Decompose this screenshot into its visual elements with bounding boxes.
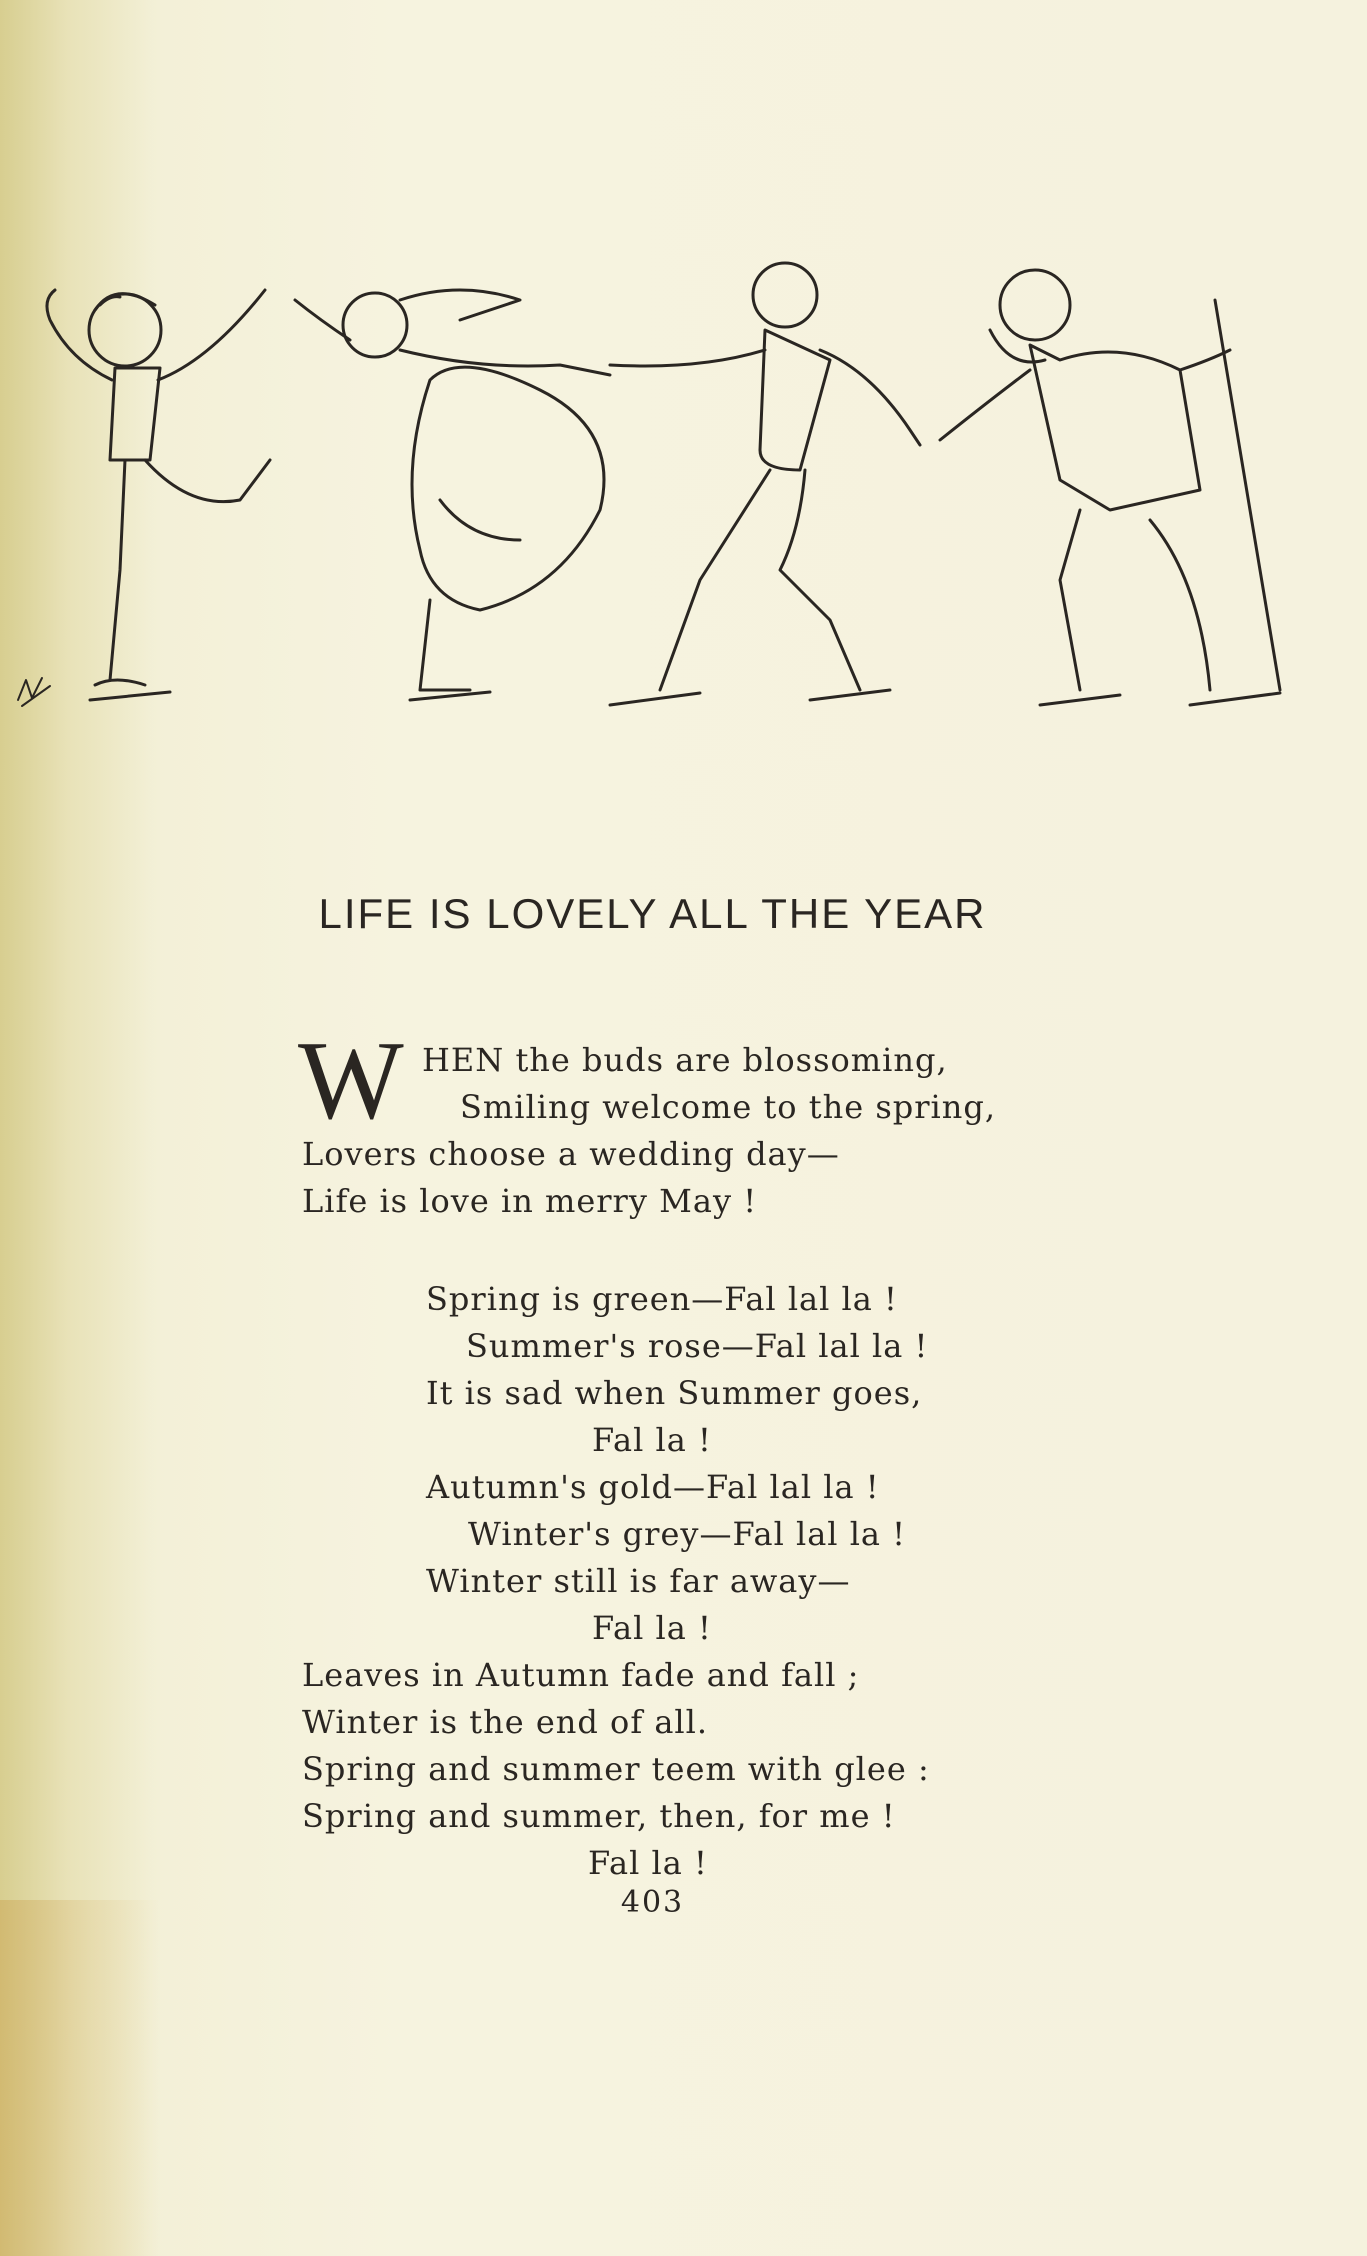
old-man-figure <box>940 270 1280 705</box>
stanza3-line4: Spring and summer, then, for me ! <box>302 1797 896 1835</box>
stanza1-line2: Smiling welcome to the spring, <box>460 1088 997 1126</box>
stanza2-line7: Winter still is far away— <box>426 1562 851 1600</box>
stanza3-line5: Fal la ! <box>588 1844 708 1882</box>
artist-monogram-icon <box>12 670 56 714</box>
stanza2-line1: Spring is green—Fal lal la ! <box>426 1280 898 1318</box>
stanza3-line1: Leaves in Autumn fade and fall ; <box>302 1656 860 1694</box>
stanza3-line2: Winter is the end of all. <box>302 1703 709 1741</box>
bald-man-figure <box>610 263 920 705</box>
stanza2-line6: Winter's grey—Fal lal la ! <box>468 1515 907 1553</box>
illustration-svg <box>0 250 1367 730</box>
stanza2-line5: Autumn's gold—Fal lal la ! <box>426 1468 880 1506</box>
stanza2-line3: It is sad when Summer goes, <box>426 1374 923 1412</box>
woman-figure <box>295 290 610 700</box>
dancing-figures-illustration <box>0 250 1367 730</box>
drop-cap-letter: W <box>298 1019 404 1143</box>
poem-title: LIFE IS LOVELY ALL THE YEAR <box>318 890 987 937</box>
stanza2-line4: Fal la ! <box>592 1421 712 1459</box>
stanza1-line1: HEN the buds are blossoming, <box>422 1041 948 1079</box>
stanza2-line2: Summer's rose—Fal lal la ! <box>466 1327 929 1365</box>
child-figure <box>47 290 270 700</box>
page-stain <box>0 1900 160 2256</box>
stanza1-line4: Life is love in merry May ! <box>302 1182 758 1220</box>
page-number: 403 <box>620 1885 685 1920</box>
stanza2-line8: Fal la ! <box>592 1609 712 1647</box>
stanza1-line3: Lovers choose a wedding day— <box>302 1135 840 1173</box>
stanza3-line3: Spring and summer teem with glee : <box>302 1750 930 1788</box>
